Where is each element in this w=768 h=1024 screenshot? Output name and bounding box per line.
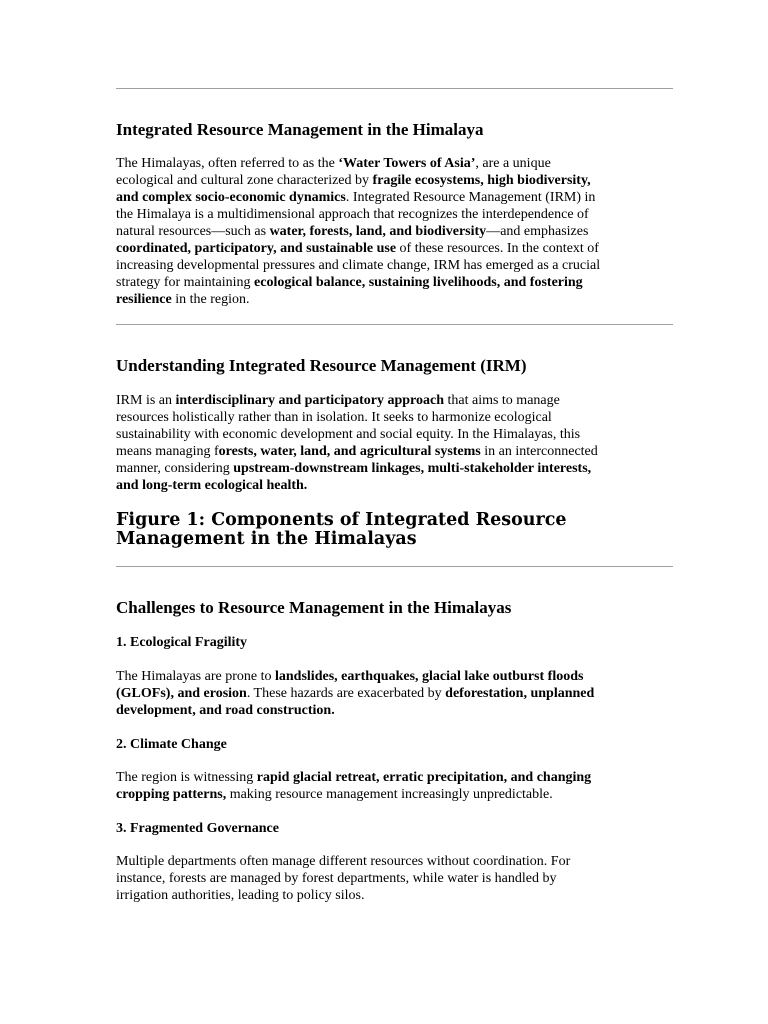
text-line	[116, 853, 676, 870]
bold-text: coordinated, participatory, and sustainable use	[116, 241, 397, 256]
text-run: . Integrated Resource Management (IRM) in	[345, 190, 596, 205]
text-run: IRM is an	[116, 393, 176, 408]
text-run: natural resources—such as	[116, 224, 270, 239]
text-run: The region is witnessing	[116, 770, 257, 785]
horizontal-divider	[116, 324, 673, 325]
section-title-integrated-resource-management: Integrated Resource Management in the Himalaya	[116, 120, 484, 139]
bold-text: development, and road construction.	[116, 703, 335, 718]
bold-text: fragile ecosystems, high biodiversity,	[372, 173, 591, 188]
bold-text: cropping patterns,	[116, 787, 227, 802]
text-run: Multiple departments often manage different resources without coordination. For	[116, 854, 571, 869]
bold-text: upstream-downstream linkages, multi-stakeholder interests,	[233, 461, 592, 476]
irm-paragraph	[116, 392, 676, 494]
bold-text: (GLOFs), and erosion	[116, 686, 247, 701]
bold-text: ecological balance, sustaining livelihoods, and fostering	[254, 275, 583, 290]
bold-text: landslides, earthquakes, glacial lake outburst floods	[275, 669, 584, 684]
text-run: manner, considering	[116, 461, 234, 476]
text-run: , are a unique	[475, 156, 551, 171]
horizontal-divider	[116, 566, 673, 567]
text-run: the Himalaya is a multidimensional approach that recognizes the interdependence of	[116, 207, 589, 222]
text-run: instance, forests are managed by forest departments, while water is handled by	[116, 871, 557, 886]
text-run: The Himalayas, often referred to as the	[116, 156, 339, 171]
bold-text: rapid glacial retreat, erratic precipitation, and changing	[256, 770, 592, 785]
bold-text: ‘Water Towers of Asia’	[338, 156, 476, 171]
challenge-heading-ecological-fragility: 1. Ecological Fragility	[116, 635, 248, 650]
text-line	[116, 668, 676, 685]
text-run: in an interconnected	[480, 444, 598, 459]
text-run: —and emphasizes	[486, 224, 589, 239]
challenge-paragraph-ecological-fragility	[116, 668, 676, 719]
bold-text: resilience	[116, 292, 172, 307]
text-line	[116, 870, 676, 887]
text-line	[116, 426, 676, 443]
challenge-paragraph-climate-change	[116, 769, 676, 803]
text-run: resources holistically rather than in isolation. It seeks to harmonize ecological	[116, 410, 552, 425]
text-line	[116, 274, 676, 291]
text-line	[116, 409, 676, 426]
text-line	[116, 477, 676, 494]
text-line	[116, 155, 676, 172]
text-line	[116, 172, 676, 189]
text-run: . These hazards are exacerbated by	[246, 686, 446, 701]
text-run: strategy for maintaining	[116, 275, 255, 290]
text-line	[116, 786, 676, 803]
text-run: The Himalayas are prone to	[116, 669, 275, 684]
bold-text: deforestation, unplanned	[445, 686, 595, 701]
text-line	[116, 223, 676, 240]
challenge-heading-climate-change: 2. Climate Change	[116, 737, 227, 752]
bold-text: and long-term ecological health.	[116, 478, 308, 493]
text-line	[116, 392, 676, 409]
text-run: sustainability with economic development and social equity. In the Himalayas, this	[116, 427, 581, 442]
bold-text: orests, water, land, and agricultural systems	[218, 444, 481, 459]
section-title-understanding-irm: Understanding Integrated Resource Management (IRM)	[116, 356, 527, 375]
text-run: of these resources. In the context of	[396, 241, 599, 256]
text-line	[116, 291, 676, 308]
bold-text: water, forests, land, and biodiversity	[269, 224, 487, 239]
text-line	[116, 189, 676, 206]
text-run: that aims to manage	[443, 393, 560, 408]
figure-caption	[116, 511, 636, 549]
text-run: means managing f	[116, 444, 219, 459]
text-line	[116, 887, 676, 904]
text-run: making resource management increasingly unpredictable.	[226, 787, 553, 802]
section-title-challenges: Challenges to Resource Management in the Himalayas	[116, 598, 512, 617]
text-line	[116, 206, 676, 223]
horizontal-divider	[116, 88, 673, 89]
challenge-heading-fragmented-governance: 3. Fragmented Governance	[116, 821, 279, 836]
text-line	[116, 240, 676, 257]
text-line	[116, 702, 676, 719]
bold-text: and complex socio-economic dynamics	[116, 190, 346, 205]
text-line	[116, 443, 676, 460]
figure-caption-line: Figure 1: Components of Integrated Resource	[116, 510, 567, 530]
text-line	[116, 685, 676, 702]
text-line	[116, 257, 676, 274]
text-run: in the region.	[171, 292, 250, 307]
bold-text: interdisciplinary and participatory approach	[175, 393, 444, 408]
text-run: ecological and cultural zone characterized by	[116, 173, 373, 188]
text-run: increasing developmental pressures and climate change, IRM has emerged as a crucial	[116, 258, 601, 273]
intro-paragraph	[116, 155, 676, 308]
challenge-paragraph-fragmented-governance	[116, 853, 676, 904]
text-line	[116, 769, 676, 786]
text-line	[116, 460, 676, 477]
figure-caption-line: Management in the Himalayas	[116, 529, 417, 549]
text-run: irrigation authorities, leading to policy silos.	[116, 888, 365, 903]
